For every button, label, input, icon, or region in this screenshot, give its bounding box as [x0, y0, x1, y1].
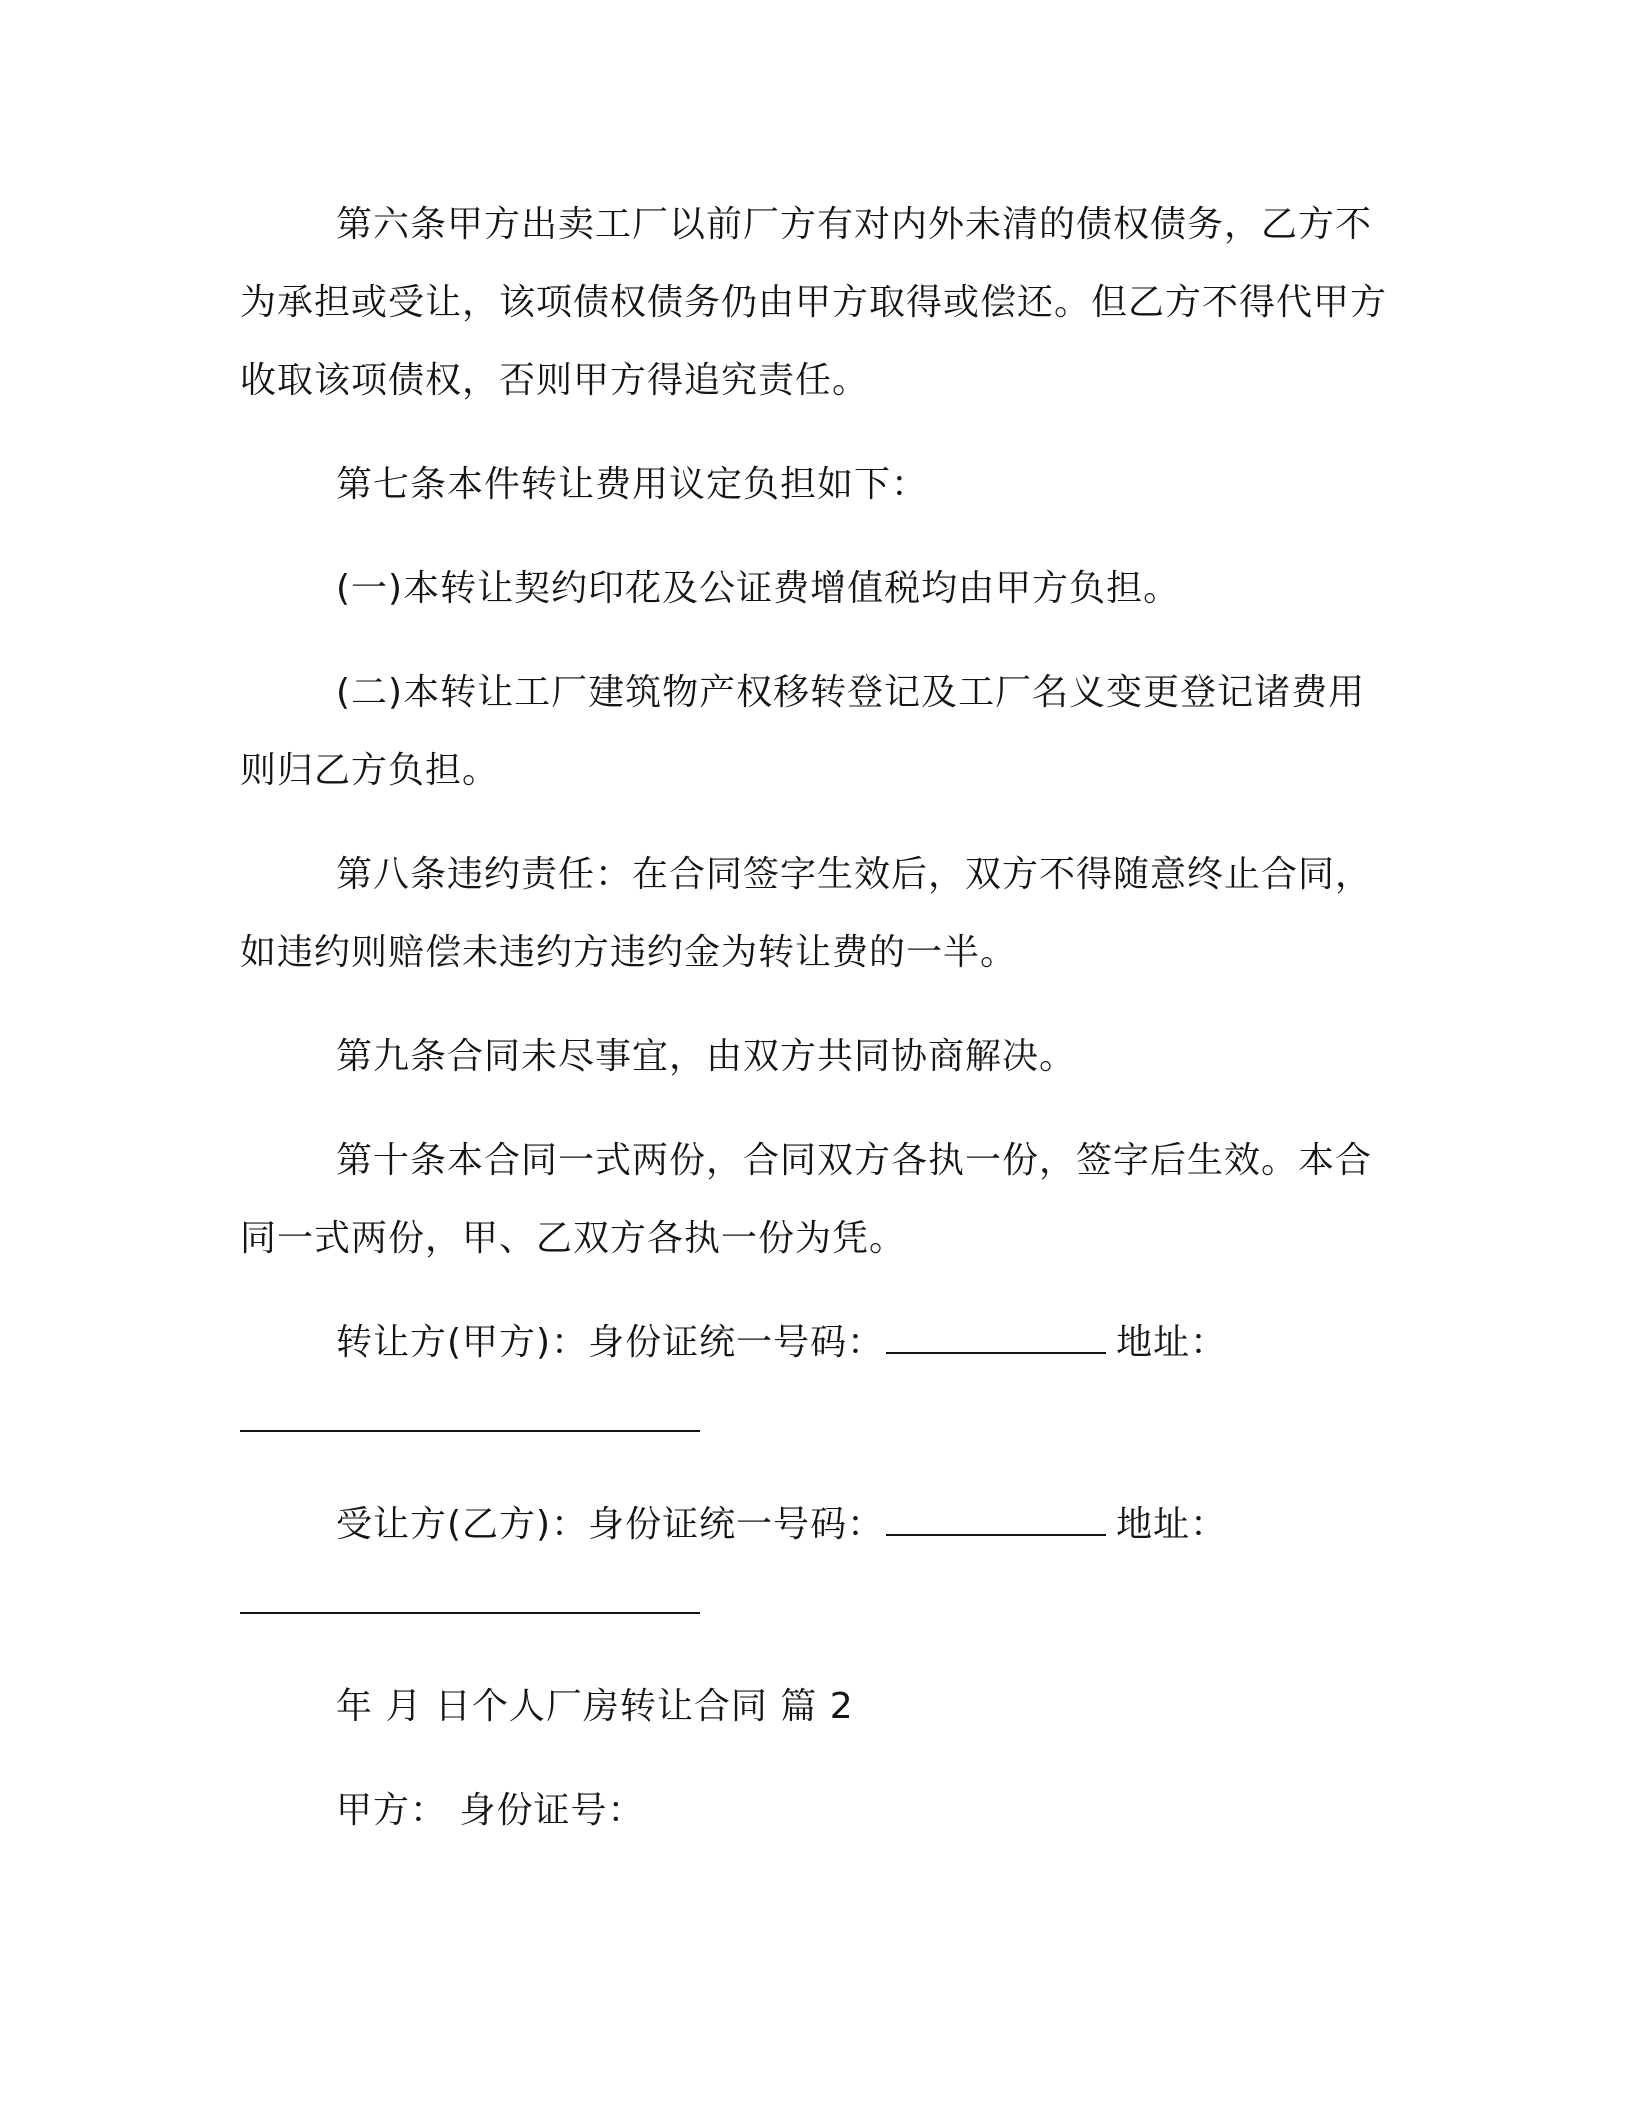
party-b-address-blank	[240, 1584, 700, 1614]
party-a-label: 转让方(甲方)：身份证统一号码：	[336, 1322, 885, 1363]
document-body	[240, 186, 1390, 1876]
party-a-address-line	[240, 1382, 1390, 1460]
clause-7: 第七条本件转让费用议定负担如下：	[336, 464, 929, 505]
party-a-address-label: 地址：	[1116, 1322, 1228, 1363]
section-heading-2: 年 月 日个人厂房转让合同 篇 2	[336, 1686, 854, 1727]
party-a-signature-block	[240, 1304, 1390, 1460]
party-b-address-label: 地址：	[1116, 1504, 1228, 1545]
clause-7-item-2: (二)本转让工厂建筑物产权移转登记及工厂名义变更登记诸费用则归乙方负担。	[240, 672, 1366, 791]
party-b-address-line	[240, 1564, 1390, 1642]
clause-8: 第八条违约责任：在合同签字生效后，双方不得随意终止合同，如违约则赔偿未违约方违约金为转让费的一半。	[240, 854, 1373, 973]
party-a-address-blank	[240, 1402, 700, 1432]
clause-9: 第九条合同未尽事宜，由双方共同协商解决。	[336, 1036, 1077, 1077]
party-b-label: 受让方(乙方)：身份证统一号码：	[336, 1504, 885, 1545]
clause-6: 第六条甲方出卖工厂以前厂方有对内外未清的债权债务，乙方不为承担或受让，该项债权债务仍由甲方取得或偿还。但乙方不得代甲方收取该项债权，否则甲方得追究责任。	[240, 204, 1388, 401]
party-a-id-line: 甲方： 身份证号：	[336, 1790, 645, 1831]
clause-10: 第十条本合同一式两份，合同双方各执一份，签字后生效。本合同一式两份，甲、乙双方各执一份为凭。	[240, 1140, 1373, 1259]
party-b-signature-block	[240, 1486, 1390, 1642]
clause-7-item-1: (一)本转让契约印花及公证费增值税均由甲方负担。	[336, 568, 1181, 609]
party-a-id-blank	[886, 1324, 1106, 1354]
party-b-id-blank	[886, 1506, 1106, 1536]
